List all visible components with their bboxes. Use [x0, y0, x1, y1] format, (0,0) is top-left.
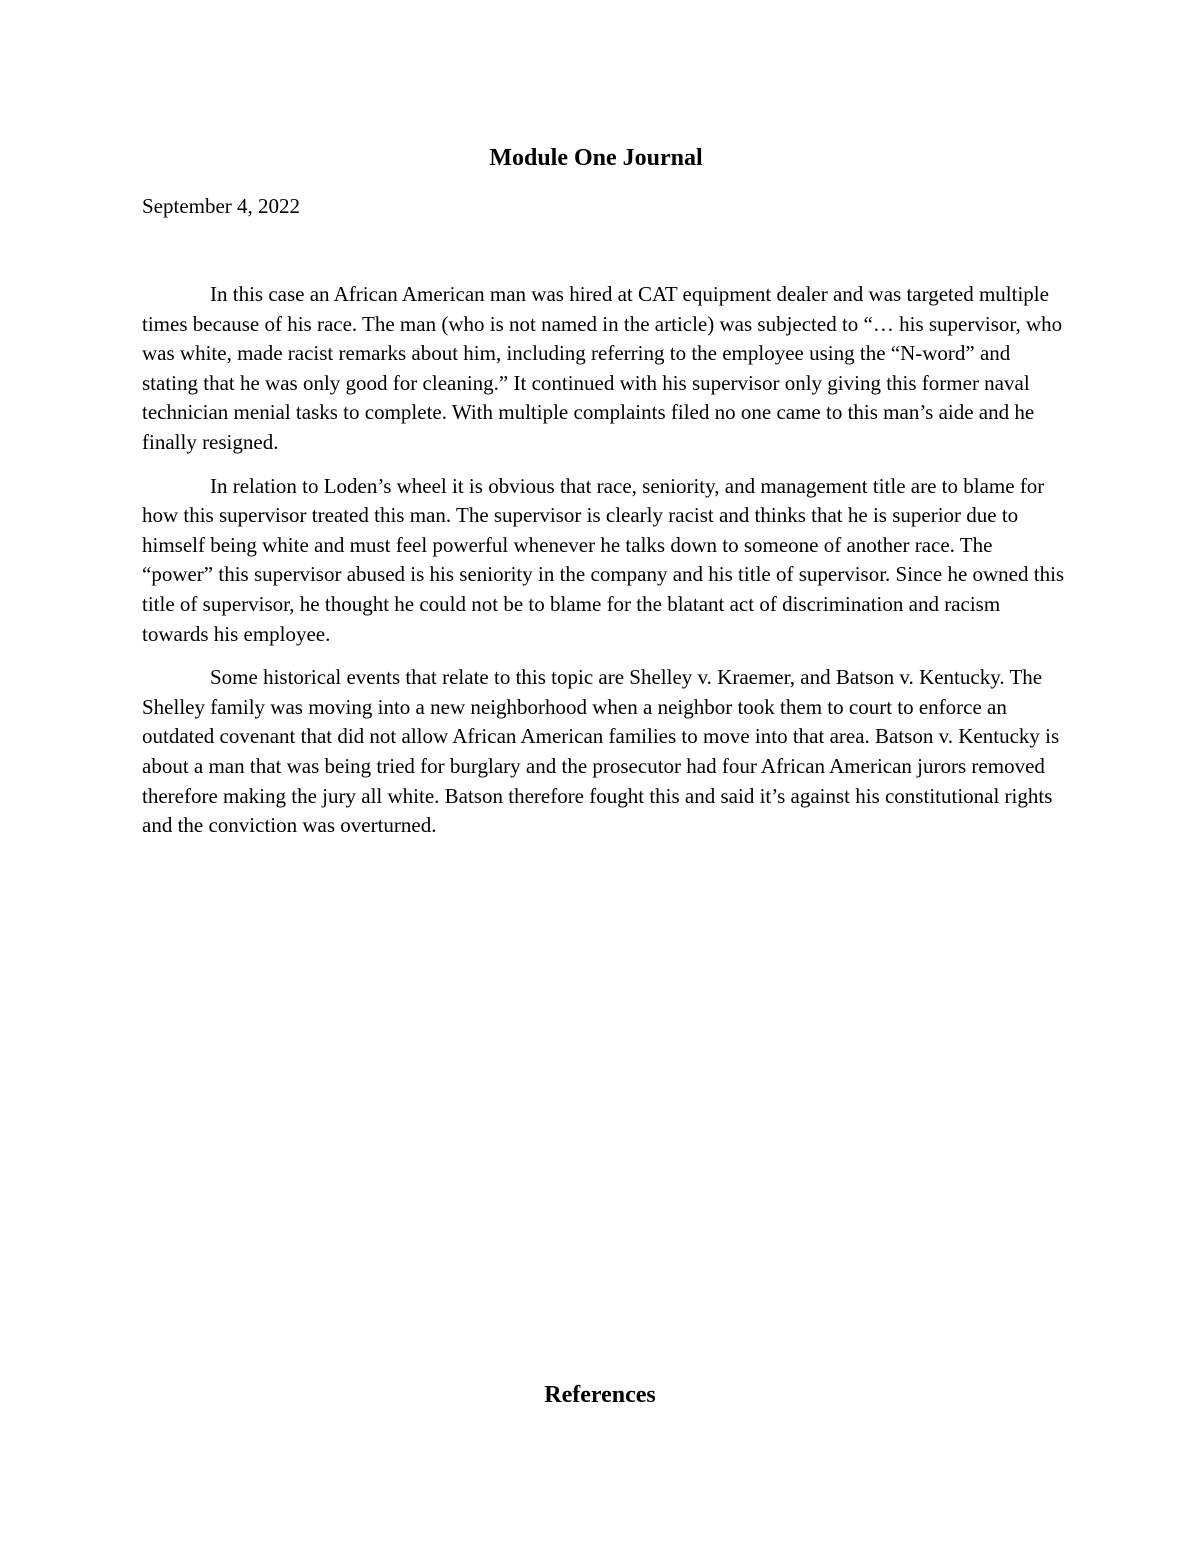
document-date: September 4, 2022: [142, 194, 301, 218]
document-body: [142, 280, 1067, 855]
body-paragraph: In this case an African American man was hired at CAT equipment dealer and was targeted multiple times because of his race. The man (who is not named in the article) was subjected to “… his supervisor, who was white, made racist remarks about him, including referring to the employee using the “N-word” and stating that he was only good for cleaning.” It continued with his supervisor only giving this former naval technician menial tasks to complete. With multiple complaints filed no one came to this man’s aide and he finally resigned.: [142, 282, 1063, 454]
references-heading: References: [544, 1382, 656, 1408]
body-paragraph: Some historical events that relate to this topic are Shelley v. Kraemer, and Batson v. Kentucky. The Shelley family was moving into a new neighborhood when a neighbor took them to court to enforce an outdated covenant that did not allow African American families to move into that area. Batson v. Kentucky is about a man that was being tried for burglary and the prosecutor had four African American jurors removed therefore making the jury all white. Batson therefore fought this and said it’s against his constitutional rights and the conviction was overturned.: [142, 665, 1060, 838]
document-title: Module One Journal: [489, 145, 703, 171]
body-paragraph: In relation to Loden’s wheel it is obvious that race, seniority, and management title are to blame for how this supervisor treated this man. The supervisor is clearly racist and thinks that he is superior due to himself being white and must feel powerful whenever he talks down to someone of another race. The “power” this supervisor abused is his seniority in the company and his title of supervisor. Since he owned this title of supervisor, he thought he could not be to blame for the blatant act of discrimination and racism towards his employee.: [142, 473, 1065, 646]
